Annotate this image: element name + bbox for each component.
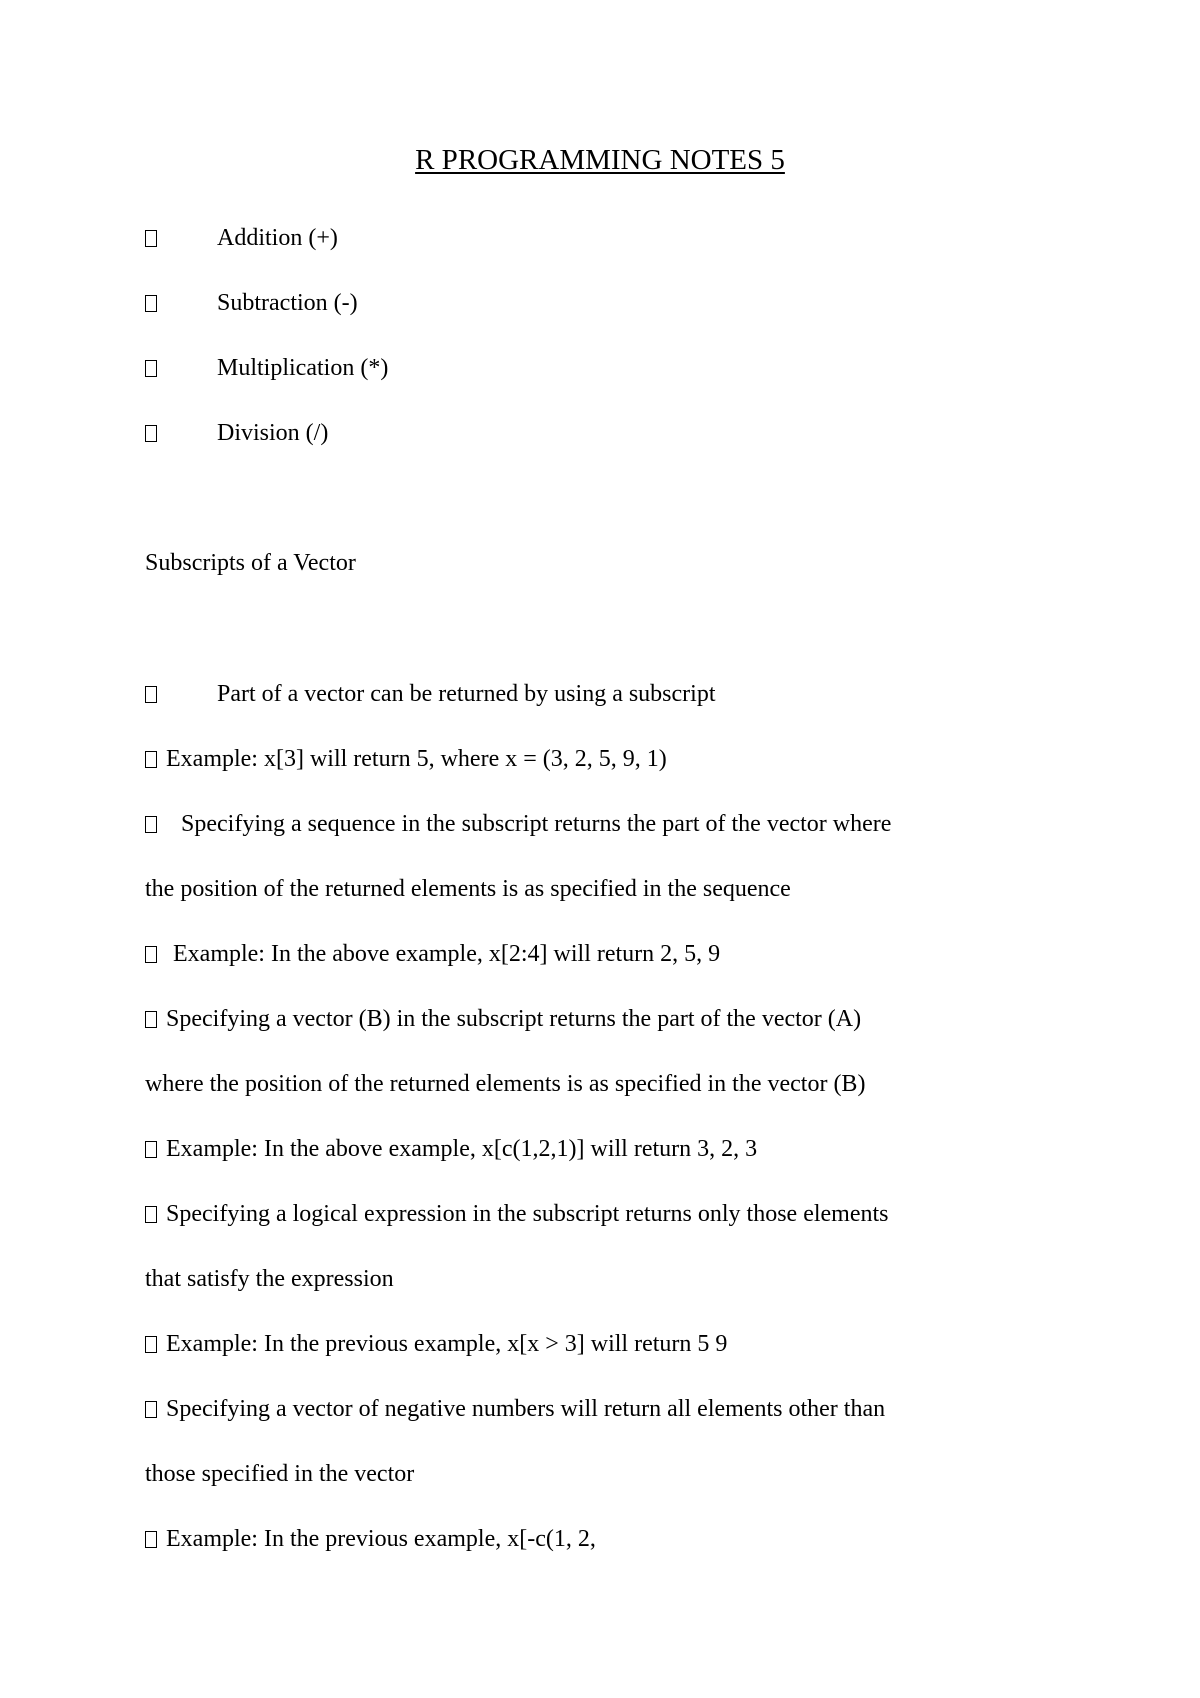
- bullet-box-icon: [145, 816, 157, 833]
- list-item: [145, 809, 891, 839]
- page-title: R PROGRAMMING NOTES 5: [415, 144, 785, 176]
- list-item: [145, 1199, 889, 1229]
- list-item-text: Specifying a vector (B) in the subscript returns the part of the vector (A): [166, 1006, 862, 1032]
- bullet-box-icon: [145, 230, 157, 247]
- list-item: [145, 418, 329, 448]
- list-item: [145, 1329, 727, 1359]
- bullet-box-icon: [145, 1141, 157, 1158]
- bullet-box-icon: [145, 1206, 157, 1223]
- bullet-box-icon: [145, 1531, 157, 1548]
- list-item-text: Addition (+): [217, 225, 338, 251]
- list-item-text: Division (/): [217, 420, 329, 446]
- bullet-box-icon: [145, 360, 157, 377]
- bullet-box-icon: [145, 1011, 157, 1028]
- list-item-continuation: that satisfy the expression: [145, 1266, 394, 1292]
- bullet-box-icon: [145, 751, 157, 768]
- list-item-text: Example: In the previous example, x[x > 3] will return 5 9: [166, 1331, 728, 1357]
- list-item-text: Specifying a vector of negative numbers will return all elements other than: [166, 1396, 886, 1422]
- list-item: [145, 679, 716, 709]
- bullet-box-icon: [145, 295, 157, 312]
- list-item: [145, 1134, 757, 1164]
- list-item-text: Specifying a logical expression in the subscript returns only those elements: [166, 1201, 889, 1227]
- list-item-text: Subtraction (-): [217, 290, 358, 316]
- list-item-continuation: those specified in the vector: [145, 1461, 415, 1487]
- list-item-text: Example: In the above example, x[2:4] will return 2, 5, 9: [173, 941, 721, 967]
- list-item: [145, 223, 338, 253]
- list-item-text: Example: x[3] will return 5, where x = (3, 2, 5, 9, 1): [166, 746, 667, 772]
- list-item: [145, 1394, 885, 1424]
- list-item: [145, 939, 720, 969]
- list-item-continuation: the position of the returned elements is as specified in the sequence: [145, 876, 791, 902]
- section-heading: Subscripts of a Vector: [145, 550, 356, 576]
- list-item: [145, 1524, 596, 1554]
- bullet-box-icon: [145, 1336, 157, 1353]
- bullet-box-icon: [145, 686, 157, 703]
- list-item-text: Multiplication (*): [217, 355, 389, 381]
- list-item-text: Specifying a sequence in the subscript returns the part of the vector where: [181, 811, 892, 837]
- bullet-box-icon: [145, 425, 157, 442]
- list-item: [145, 353, 389, 383]
- list-item-text: Example: In the previous example, x[-c(1, 2,: [166, 1526, 596, 1552]
- bullet-box-icon: [145, 946, 157, 963]
- bullet-box-icon: [145, 1401, 157, 1418]
- list-item: [145, 288, 358, 318]
- list-item-continuation: where the position of the returned elements is as specified in the vector (B): [145, 1071, 866, 1097]
- list-item: [145, 1004, 861, 1034]
- list-item-text: Example: In the above example, x[c(1,2,1)] will return 3, 2, 3: [166, 1136, 758, 1162]
- list-item: [145, 744, 667, 774]
- list-item-text: Part of a vector can be returned by using a subscript: [217, 681, 716, 707]
